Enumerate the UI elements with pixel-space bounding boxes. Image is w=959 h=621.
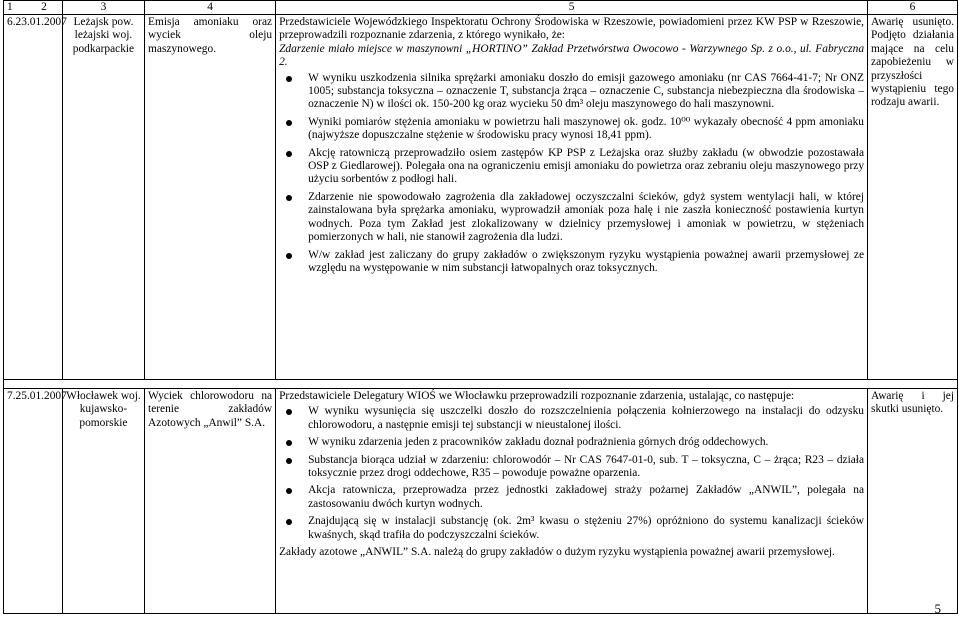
row-date: 23.01.2007 <box>15 16 67 28</box>
bullet-icon <box>286 440 292 446</box>
bullet-icon <box>286 253 292 259</box>
header-num-2: 2 <box>41 1 47 13</box>
description-location: Zdarzenie miało miejsce w maszynowni „HORTINO” Zakład Przetwórstwa Owocowo - Warzywnego Sp. z o.o., ul. Fabryczna 2. <box>279 42 865 69</box>
incident-table <box>3 0 958 614</box>
bullet-icon <box>286 195 292 201</box>
header-num-1: 1 <box>7 1 13 13</box>
list-item: W wyniku uszkodzenia silnika sprężarki amoniaku doszło do emisji gazowego amoniaku (nr CAS 7664-41-7; Nr ONZ 1005; substancja toksyczna – oznaczenie T, substancja żrąca – oznaczenie C, substancja niebezpieczna dla środowiska – oznaczenie N) w ilości ok. 150-200 kg oraz wycieku 50 dm³ oleju maszynowego do hali maszynowni. <box>279 72 864 112</box>
row-date: 25.01.2007 <box>15 390 67 402</box>
row-number: 7. <box>7 390 16 402</box>
bullet-icon <box>286 409 292 415</box>
page-number: 5 <box>934 601 941 616</box>
list-item: Zdarzenie nie spowodowało zagrożenia dla zakładowej oczyszczalni ścieków, gdyż system wentylacji hali, w której zainstalowana była sprężarka amoniaku, wyprowadził amoniak poza halę i nie zaszła konieczność postawienia kurtyn wodnych. Poza tym Zakład jest zlokalizowany w dzielnicy przemysłowej i amoniak w powietrzu, w stężeniach pomierzonych w hali, nie stanowił zagrożenia dla ludzi. <box>279 191 864 245</box>
description-bullets <box>279 405 864 542</box>
table-row <box>4 389 958 614</box>
header-num-4: 4 <box>145 1 276 15</box>
header-num-6: 6 <box>868 1 958 15</box>
header-cell-1-2 <box>4 1 63 15</box>
bullet-icon <box>286 519 292 525</box>
description-intro: Przedstawiciele Wojewódzkiego Inspektoratu Ochrony Środowiska w Rzeszowie, powiadomieni przez KW PSP w Rzeszowie, przeprowadzili rozpoznanie zdarzenia, z którego wynikało, że: <box>279 16 865 42</box>
list-item: Akcję ratowniczą przeprowadziło osiem zastępów KP PSP z Leżajska oraz służby zakładu (w obwodzie pozostawała OSP z Giedlarowej). Polegała ona na ograniczeniu emisji amoniaku do powietrza oraz zebraniu oleju maszynowego przy użyciu sorbentów z podłogi hali. <box>279 147 864 187</box>
row-number: 6. <box>7 16 16 28</box>
bullet-icon <box>286 120 292 126</box>
list-item: Wyniki pomiarów stężenia amoniaku w powietrzu hali maszynowej ok. godz. 10⁰⁰ wykazały obecność 4 ppm amoniaku (najwyższe dopuszczalne stężenie w środowisku pracy wynosi 18,41 ppm). <box>279 116 864 143</box>
row-status: Awarię i jej skutki usunięto. <box>868 389 958 614</box>
row-status: Awarię usunięto. Podjęto działania mające na celu zapobieżeniu w przyszłości wystąpieniu tego rodzaju awarii. <box>868 15 958 380</box>
header-num-3: 3 <box>62 1 144 15</box>
row-place: Włocławek woj. kujawsko-pomorskie <box>62 389 144 614</box>
row-place: Leżajsk pow. leżajski woj. podkarpackie <box>62 15 144 380</box>
row-number-date <box>4 15 67 380</box>
description-bullets <box>279 72 864 276</box>
list-item: Akcja ratownicza, przeprowadza przez jednostki zakładowej straży pożarnej Zakładów „ANWIL”, polegała na zastosowaniu dwóch kurtyn wodnych. <box>279 484 864 511</box>
row-gap <box>4 380 958 389</box>
row-number-date <box>4 389 67 614</box>
row-event: Emisja amoniaku oraz wyciek oleju maszynowego. <box>145 15 276 380</box>
list-item: Substancja biorąca udział w zdarzeniu: chlorowodór – Nr CAS 7647-01-0, sub. T – toksyczna, C – żrąca; R23 – działa toksycznie przez drogi oddechowe, R35 – powoduje poważne oparzenia. <box>279 454 864 481</box>
list-item: W wyniku zdarzenia jeden z pracowników zakładu doznał podrażnienia górnych dróg oddechowych. <box>279 436 864 449</box>
description-outro: Zakłady azotowe „ANWIL” S.A. należą do grupy zakładów o dużym ryzyku wystąpienia poważnej awarii przemysłowej. <box>279 546 835 559</box>
list-item: W wyniku wysunięcia się uszczelki doszło do rozszczelnienia połączenia kołnierzowego na instalacji do odzysku chlorowodoru, a następnie emisji tej substancji w nieustalonej ilości. <box>279 405 864 432</box>
row-event: Wyciek chlorowodoru na terenie zakładów Azotowych „Anwil” S.A. <box>145 389 276 614</box>
table-row <box>4 15 958 380</box>
header-num-5: 5 <box>276 1 868 15</box>
header-row <box>4 1 958 15</box>
row-description <box>276 15 868 380</box>
list-item: W/w zakład jest zaliczany do grupy zakładów o zwiększonym ryzyku wystąpienia poważnej awarii przemysłowej ze względu na występowanie w nim substancji łatwopalnych oraz toksycznych. <box>279 249 864 276</box>
row-description <box>276 389 868 614</box>
list-item: Znajdującą się w instalacji substancję (ok. 2m³ kwasu o stężeniu 27%) opróżniono do systemu kanalizacji ścieków kwaśnych, skąd trafiła do podczyszczalni ścieków. <box>279 515 864 542</box>
description-intro: Przedstawiciele Delegatury WIOŚ we Włocławku przeprowadzili rozpoznanie zdarzenia, ustalając, co następuje: <box>279 390 795 402</box>
bullet-icon <box>286 76 292 82</box>
bullet-icon <box>286 458 292 464</box>
bullet-icon <box>286 488 292 494</box>
bullet-icon <box>286 151 292 157</box>
